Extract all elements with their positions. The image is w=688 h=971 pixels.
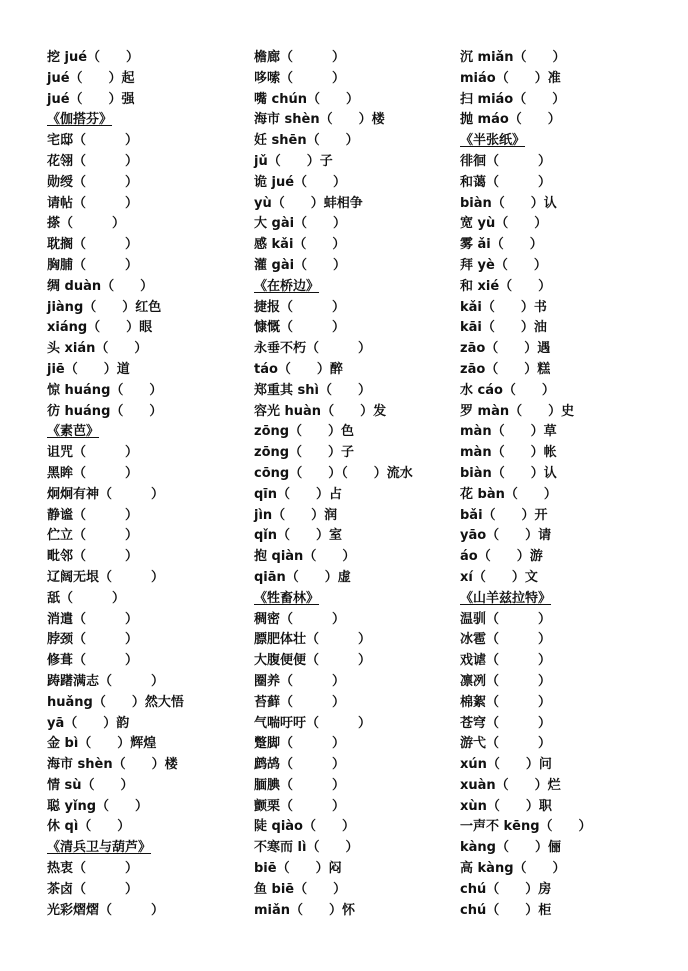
vocab-item: 和蔼（ ） — [460, 174, 552, 190]
vocab-item: 鱼 biē（ ） — [254, 881, 347, 897]
vocab-item: 抛 máo（ ） — [460, 112, 561, 128]
vocab-item: xùn（ ）职 — [460, 798, 552, 814]
vocab-item: yā（ ）韵 — [47, 715, 130, 731]
vocab-item: 高 kàng（ ） — [460, 861, 566, 877]
vocab-item: 海市 shèn（ ）楼 — [254, 112, 385, 128]
vocab-item: 一声不 kēng（ ） — [460, 819, 592, 835]
vocab-item: 抱 qiàn（ ） — [254, 549, 356, 565]
vocab-item: 腼腆（ ） — [254, 777, 346, 793]
vocab-item: 诅咒（ ） — [47, 445, 139, 461]
vocab-item: 炯炯有神（ ） — [47, 486, 165, 502]
vocab-item: 金 bì（ ）辉煌 — [47, 736, 157, 752]
vocab-item: 头 xián（ ） — [47, 341, 148, 357]
vocab-item: 雾 ǎi（ ） — [460, 237, 543, 253]
vocab-item: 胸脯（ ） — [47, 257, 139, 273]
vocab-item: chú（ ）房 — [460, 881, 552, 897]
vocab-item: biē（ ）闷 — [254, 861, 342, 877]
vocab-item: 捷报（ ） — [254, 299, 346, 315]
vocab-item: xí（ ）文 — [460, 569, 538, 585]
vocab-item: 圈养（ ） — [254, 673, 346, 689]
vocab-item: jué（ ）起 — [47, 70, 135, 86]
section-heading: 《清兵卫与葫芦》 — [47, 840, 152, 856]
vocab-item: màn（ ）草 — [460, 424, 557, 440]
vocab-item: 妊 shēn（ ） — [254, 133, 359, 149]
vocab-item: 苍穹（ ） — [460, 715, 552, 731]
vocab-item: zāo（ ）遇 — [460, 341, 551, 357]
vocab-item: 游弋（ ） — [460, 736, 552, 752]
vocab-item: 拜 yè（ ） — [460, 257, 547, 273]
vocab-item: zōng（ ）子 — [254, 445, 355, 461]
vocab-item: 静谧（ ） — [47, 507, 139, 523]
vocab-item: 彷 huáng（ ） — [47, 403, 163, 419]
vocab-item: jué（ ）强 — [47, 91, 135, 107]
vocab-item: 棉絮（ ） — [460, 694, 552, 710]
vocab-item: 大腹便便（ ） — [254, 653, 372, 669]
vocab-item: táo（ ）醉 — [254, 361, 343, 377]
section-heading: 《山羊兹拉特》 — [460, 590, 552, 606]
vocab-item: 舐（ ） — [47, 590, 126, 606]
vocab-item: 聪 yǐng（ ） — [47, 798, 149, 814]
vocab-item: 温驯（ ） — [460, 611, 552, 627]
vocab-item: 沉 miǎn（ ） — [460, 50, 566, 65]
vocab-item: 伫立（ ） — [47, 528, 139, 544]
section-heading: 《牲畜林》 — [254, 590, 320, 606]
vocab-item: qīn（ ）占 — [254, 486, 343, 502]
vocab-item: qiān（ ）虚 — [254, 569, 351, 585]
vocab-item: 茶卤（ ） — [47, 881, 139, 897]
vocab-item: 郑重其 shì（ ） — [254, 382, 371, 398]
vocab-item: 容光 huàn（ ）发 — [254, 403, 387, 419]
vocab-item: 稠密（ ） — [254, 611, 346, 627]
column-2 — [254, 48, 459, 921]
vocab-item: 冰雹（ ） — [460, 632, 552, 648]
vocab-item: 不寒而 lì（ ） — [254, 840, 359, 856]
vocab-item: 脖颈（ ） — [47, 632, 139, 648]
vocab-item: 惊 huáng（ ） — [47, 382, 163, 398]
vocab-item: zōng（ ）色 — [254, 424, 355, 440]
vocab-item: 感 kǎi（ ） — [254, 237, 346, 253]
vocab-item: 颤栗（ ） — [254, 798, 346, 814]
vocab-item: biàn（ ）认 — [460, 195, 557, 211]
vocab-item: yāo（ ）请 — [460, 528, 552, 544]
section-heading: 《伽搭芬》 — [47, 112, 113, 128]
vocab-item: áo（ ）游 — [460, 549, 543, 565]
vocab-item: jiē（ ）道 — [47, 361, 130, 377]
vocab-item: 花 bàn（ ） — [460, 486, 557, 502]
vocab-item: 永垂不朽（ ） — [254, 341, 372, 357]
section-heading: 《素芭》 — [47, 424, 100, 440]
vocab-item: jìn（ ）润 — [254, 507, 338, 523]
vocab-item: huǎng（ ）然大悟 — [47, 694, 184, 710]
vocab-item: 休 qì（ ） — [47, 819, 131, 835]
vocab-item: 情 sù（ ） — [47, 777, 134, 793]
vocab-item: jǔ（ ）子 — [254, 153, 333, 169]
vocab-item: qǐn（ ）室 — [254, 528, 343, 544]
vocab-item: 慷慨（ ） — [254, 320, 346, 336]
vocab-item: 罗 màn（ ）史 — [460, 403, 575, 419]
vocab-item: 苔藓（ ） — [254, 694, 346, 710]
vocab-item: 修葺（ ） — [47, 653, 139, 669]
vocab-item: zāo（ ）糕 — [460, 361, 551, 377]
vocab-item: 毗邻（ ） — [47, 549, 139, 565]
vocab-item: kāi（ ）油 — [460, 320, 547, 336]
vocab-item: 耽搁（ ） — [47, 237, 139, 253]
vocab-item: 扫 miáo（ ） — [460, 91, 566, 107]
vocab-item: kàng（ ）俪 — [460, 840, 561, 856]
vocab-item: 黑眸（ ） — [47, 465, 139, 481]
vocab-item: 勋绶（ ） — [47, 174, 139, 190]
vocab-item: 檐廊（ ） — [254, 50, 346, 65]
vocab-item: jiàng（ ）红色 — [47, 299, 162, 315]
vocab-item: 膘肥体壮（ ） — [254, 632, 372, 648]
vocab-item: xuàn（ ）烂 — [460, 777, 561, 793]
column-1 — [47, 48, 252, 921]
vocab-item: 水 cáo（ ） — [460, 382, 555, 398]
vocab-item: 陡 qiào（ ） — [254, 819, 355, 835]
vocab-item: 消遣（ ） — [47, 611, 139, 627]
vocab-item: 搽（ ） — [47, 216, 126, 232]
vocab-item: 嘴 chún（ ） — [254, 91, 359, 107]
vocab-item: 哆嗦（ ） — [254, 70, 346, 86]
vocab-item: 戏谑（ ） — [460, 653, 552, 669]
section-heading: 《在桥边》 — [254, 278, 320, 294]
vocab-item: cōng（ ）（ ）流水 — [254, 465, 413, 481]
vocab-item: 气喘吁吁（ ） — [254, 715, 372, 731]
vocab-item: 请帖（ ） — [47, 195, 139, 211]
vocab-item: xiáng（ ）眼 — [47, 320, 153, 336]
vocab-item: 花翎（ ） — [47, 153, 139, 169]
vocab-item: yù（ ）蚌相争 — [254, 195, 363, 211]
vocab-item: miáo（ ）准 — [460, 70, 561, 86]
vocab-item: miǎn（ ）怀 — [254, 902, 356, 918]
vocab-item: 诡 jué（ ） — [254, 174, 347, 190]
vocab-item: 挖 jué（ ） — [47, 50, 140, 65]
vocab-item: 辽阔无垠（ ） — [47, 569, 165, 585]
vocab-item: 宅邸（ ） — [47, 133, 139, 149]
vocab-item: 踌躇满志（ ） — [47, 673, 165, 689]
vocab-item: xún（ ）问 — [460, 757, 552, 773]
vocab-item: 和 xié（ ） — [460, 278, 552, 294]
vocab-item: 蹩脚（ ） — [254, 736, 346, 752]
vocab-item: 凛冽（ ） — [460, 673, 552, 689]
vocab-item: bǎi（ ）开 — [460, 507, 548, 523]
vocab-item: 大 gài（ ） — [254, 216, 347, 232]
vocab-item: màn（ ）帐 — [460, 445, 557, 461]
vocab-item: 宽 yù（ ） — [460, 216, 548, 232]
vocab-item: 海市 shèn（ ）楼 — [47, 757, 178, 773]
vocab-item: 徘徊（ ） — [460, 153, 552, 169]
column-3 — [460, 48, 665, 921]
vocab-item: 鹧鸪（ ） — [254, 757, 346, 773]
vocab-item: 灌 gài（ ） — [254, 257, 347, 273]
vocab-item: kǎi（ ）书 — [460, 299, 547, 315]
vocab-item: chú（ ）柜 — [460, 902, 552, 918]
section-heading: 《半张纸》 — [460, 133, 526, 149]
vocab-item: biàn（ ）认 — [460, 465, 557, 481]
vocab-item: 绸 duàn（ ） — [47, 278, 154, 294]
vocab-item: 热衷（ ） — [47, 861, 139, 877]
vocab-item: 光彩熠熠（ ） — [47, 902, 165, 918]
